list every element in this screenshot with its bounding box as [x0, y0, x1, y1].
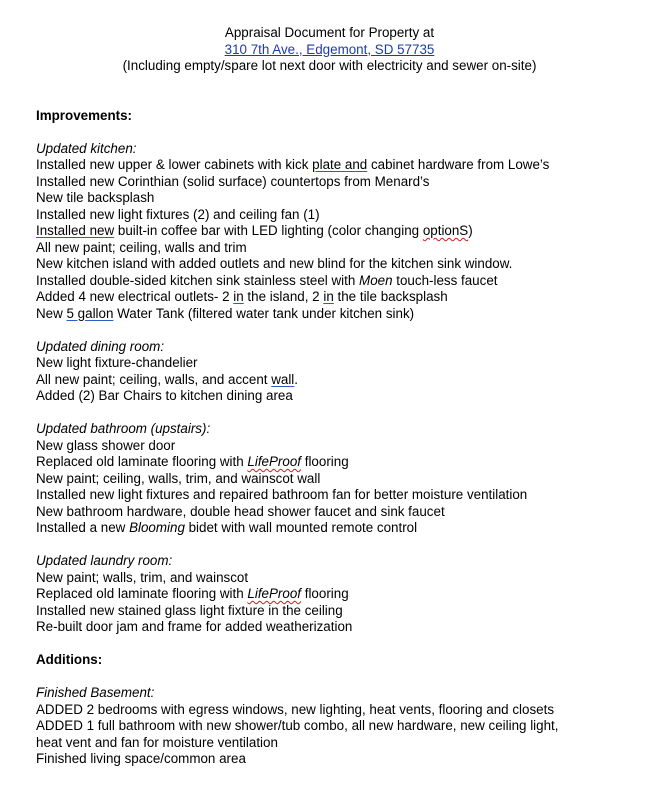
grammar-flag[interactable]: in	[233, 289, 244, 304]
bathroom-item: Replaced old laminate flooring with LifeProof flooring	[36, 454, 349, 469]
bathroom-item: New paint; ceiling, walls, trim, and wainscot wall	[36, 470, 321, 486]
grammar-flag[interactable]: in	[323, 289, 334, 304]
bathroom-section-title: Updated bathroom (upstairs):	[36, 421, 211, 436]
kitchen-section-title: Updated kitchen:	[36, 140, 137, 156]
kitchen-item: New tile backsplash	[36, 190, 155, 205]
bathroom-item: Installed a new Blooming bidet with wall mounted remote control	[36, 520, 418, 535]
grammar-flag[interactable]: wall	[271, 371, 295, 387]
document-header	[0, 0, 659, 75]
bathroom-item: New bathroom hardware, double head shower faucet and sink faucet	[36, 503, 445, 519]
grammar-flag[interactable]: 5 gallon	[66, 305, 114, 321]
kitchen-item: Installed new built-in coffee bar with LED lighting (color changing optionS)	[36, 223, 473, 238]
spelling-flag[interactable]: LifeProof	[247, 454, 302, 469]
kitchen-item: Added 4 new electrical outlets- 2 in the island, 2 in the tile backsplash	[36, 289, 448, 304]
kitchen-item: Installed new upper & lower cabinets with kick plate and cabinet hardware from Lowe’s	[36, 157, 550, 172]
basement-item: Finished living space/common area	[36, 751, 246, 766]
basement-item: ADDED 1 full bathroom with new shower/tub combo, all new hardware, new ceiling light, heat vent and fan for moisture ventilation	[36, 718, 559, 750]
dining-item: New light fixture-chandelier	[36, 355, 198, 370]
kitchen-item: New 5 gallon Water Tank (filtered water tank under kitchen sink)	[36, 305, 415, 321]
improvements-heading: Improvements:	[36, 107, 132, 123]
grammar-flag[interactable]: plate and	[312, 157, 368, 172]
laundry-item: New paint; walls, trim, and wainscot	[36, 569, 249, 585]
basement-section-title: Finished Basement:	[36, 685, 155, 700]
dining-item: Added (2) Bar Chairs to kitchen dining area	[36, 388, 293, 403]
bathroom-item: Installed new light fixtures and repaired bathroom fan for better moisture ventilation	[36, 487, 528, 502]
bathroom-item: New glass shower door	[36, 437, 176, 453]
spelling-flag[interactable]: LifeProof	[247, 586, 302, 601]
document-title: Appraisal Document for Property at	[224, 25, 435, 40]
laundry-item: Installed new stained glass light fixture in the ceiling	[36, 602, 343, 618]
grammar-flag[interactable]: Installed new	[36, 223, 115, 238]
kitchen-item: New kitchen island with added outlets and new blind for the kitchen sink window.	[36, 256, 513, 271]
additions-heading: Additions:	[36, 652, 103, 667]
kitchen-item: All new paint; ceiling, walls and trim	[36, 239, 247, 255]
dining-item: All new paint; ceiling, walls, and accent wall.	[36, 371, 299, 387]
laundry-item: Replaced old laminate flooring with LifeProof flooring	[36, 586, 349, 601]
kitchen-item: Installed new Corinthian (solid surface) countertops from Menard’s	[36, 173, 430, 189]
spelling-flag[interactable]: optionS	[422, 223, 469, 238]
laundry-section-title: Updated laundry room:	[36, 553, 173, 568]
laundry-item: Re-built door jam and frame for added weatherization	[36, 619, 353, 634]
property-address-link[interactable]: 310 7th Ave., Edgemont, SD 57735	[224, 41, 435, 57]
document-note: (Including empty/spare lot next door with electricity and sewer on-site)	[122, 58, 537, 73]
basement-item: ADDED 2 bedrooms with egress windows, new lighting, heat vents, flooring and closets	[36, 701, 555, 717]
document-body	[0, 75, 626, 768]
kitchen-item: Installed new light fixtures (2) and ceiling fan (1)	[36, 206, 320, 222]
dining-section-title: Updated dining room:	[36, 338, 165, 354]
kitchen-item: Installed double-sided kitchen sink stainless steel with Moen touch-less faucet	[36, 272, 498, 288]
